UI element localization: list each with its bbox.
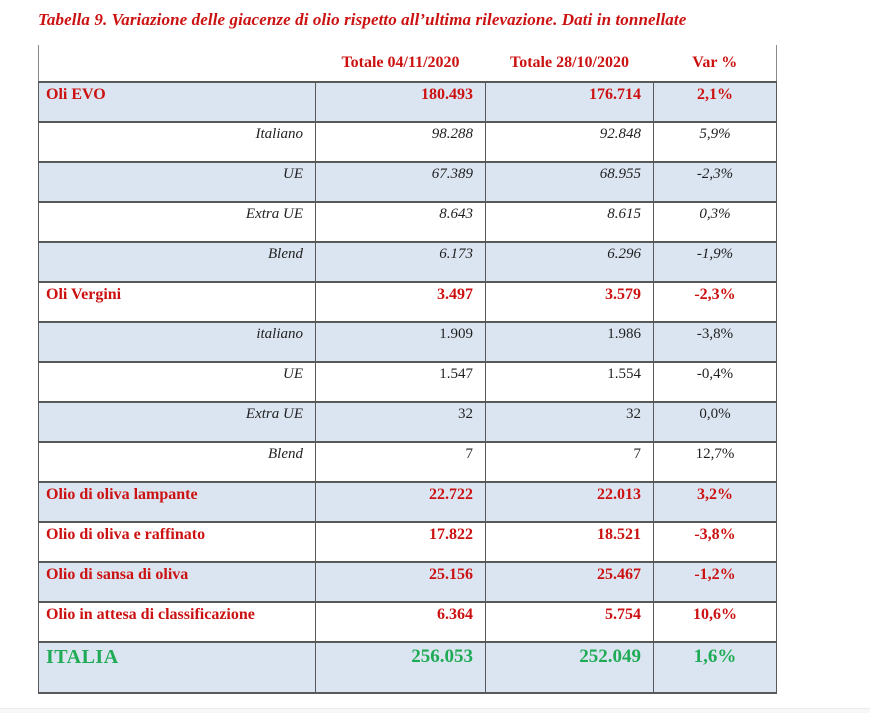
value-cell-current: 1.909 [316, 322, 486, 362]
value-cell-previous: 68.955 [486, 162, 654, 202]
header-totale-04-11-2020: Totale 04/11/2020 [316, 45, 486, 82]
value-cell-current: 67.389 [316, 162, 486, 202]
table-caption: Tabella 9. Variazione delle giacenze di olio rispetto all’ultima rilevazione. Dati in tonnellate [38, 10, 687, 29]
table-row [39, 522, 777, 562]
var-percent-cell: 3,2% [654, 482, 777, 522]
value-cell-current: 6.173 [316, 242, 486, 282]
var-percent-cell: -1,9% [654, 242, 777, 282]
value-cell-current: 6.364 [316, 602, 486, 642]
var-percent-cell: 0,3% [654, 202, 777, 242]
var-percent-cell: -3,8% [654, 322, 777, 362]
value-cell-previous: 252.049 [486, 642, 654, 693]
value-cell-current: 7 [316, 442, 486, 482]
value-cell-previous: 18.521 [486, 522, 654, 562]
table-body [39, 82, 777, 693]
var-percent-cell: 0,0% [654, 402, 777, 442]
var-percent-cell: 1,6% [654, 642, 777, 693]
value-cell-previous: 176.714 [486, 82, 654, 122]
header-totale-28-10-2020: Totale 28/10/2020 [486, 45, 654, 82]
header-row [39, 45, 777, 82]
table-row [39, 282, 777, 322]
row-label-cell: Blend [39, 242, 316, 282]
row-label-cell: Oli EVO [39, 82, 316, 122]
row-label-cell: Oli Vergini [39, 282, 316, 322]
row-label-cell: Blend [39, 442, 316, 482]
row-label-cell: Extra UE [39, 202, 316, 242]
row-label-cell: UE [39, 362, 316, 402]
var-percent-cell: 2,1% [654, 82, 777, 122]
var-percent-cell: -2,3% [654, 162, 777, 202]
header-var-percent: Var % [654, 45, 777, 82]
row-label-cell: italiano [39, 322, 316, 362]
oil-stocks-table [38, 45, 777, 694]
value-cell-previous: 1.554 [486, 362, 654, 402]
table-row [39, 442, 777, 482]
var-percent-cell: -0,4% [654, 362, 777, 402]
value-cell-previous: 22.013 [486, 482, 654, 522]
value-cell-current: 98.288 [316, 122, 486, 162]
table-row [39, 122, 777, 162]
table-row [39, 562, 777, 602]
value-cell-current: 256.053 [316, 642, 486, 693]
var-percent-cell: -1,2% [654, 562, 777, 602]
table-row [39, 602, 777, 642]
value-cell-previous: 3.579 [486, 282, 654, 322]
row-label-cell: Olio di oliva e raffinato [39, 522, 316, 562]
value-cell-current: 3.497 [316, 282, 486, 322]
value-cell-current: 180.493 [316, 82, 486, 122]
row-label-cell: Olio in attesa di classificazione [39, 602, 316, 642]
row-label-cell: UE [39, 162, 316, 202]
row-label-cell: Olio di oliva lampante [39, 482, 316, 522]
table-row [39, 242, 777, 282]
value-cell-previous: 25.467 [486, 562, 654, 602]
value-cell-previous: 92.848 [486, 122, 654, 162]
page-bottom-divider [0, 708, 870, 713]
var-percent-cell: -3,8% [654, 522, 777, 562]
row-label-cell: ITALIA [39, 642, 316, 693]
value-cell-previous: 1.986 [486, 322, 654, 362]
value-cell-previous: 8.615 [486, 202, 654, 242]
value-cell-current: 32 [316, 402, 486, 442]
table-row [39, 362, 777, 402]
var-percent-cell: 10,6% [654, 602, 777, 642]
value-cell-current: 8.643 [316, 202, 486, 242]
var-percent-cell: -2,3% [654, 282, 777, 322]
row-label-cell: Italiano [39, 122, 316, 162]
value-cell-current: 25.156 [316, 562, 486, 602]
value-cell-current: 1.547 [316, 362, 486, 402]
value-cell-previous: 5.754 [486, 602, 654, 642]
value-cell-previous: 32 [486, 402, 654, 442]
table-row [39, 162, 777, 202]
value-cell-current: 22.722 [316, 482, 486, 522]
value-cell-current: 17.822 [316, 522, 486, 562]
table-row [39, 482, 777, 522]
table-row [39, 82, 777, 122]
value-cell-previous: 7 [486, 442, 654, 482]
var-percent-cell: 5,9% [654, 122, 777, 162]
table-row [39, 642, 777, 693]
table-row [39, 402, 777, 442]
header-empty-cell [39, 45, 316, 82]
table-row [39, 202, 777, 242]
var-percent-cell: 12,7% [654, 442, 777, 482]
row-label-cell: Extra UE [39, 402, 316, 442]
row-label-cell: Olio di sansa di oliva [39, 562, 316, 602]
value-cell-previous: 6.296 [486, 242, 654, 282]
table-row [39, 322, 777, 362]
